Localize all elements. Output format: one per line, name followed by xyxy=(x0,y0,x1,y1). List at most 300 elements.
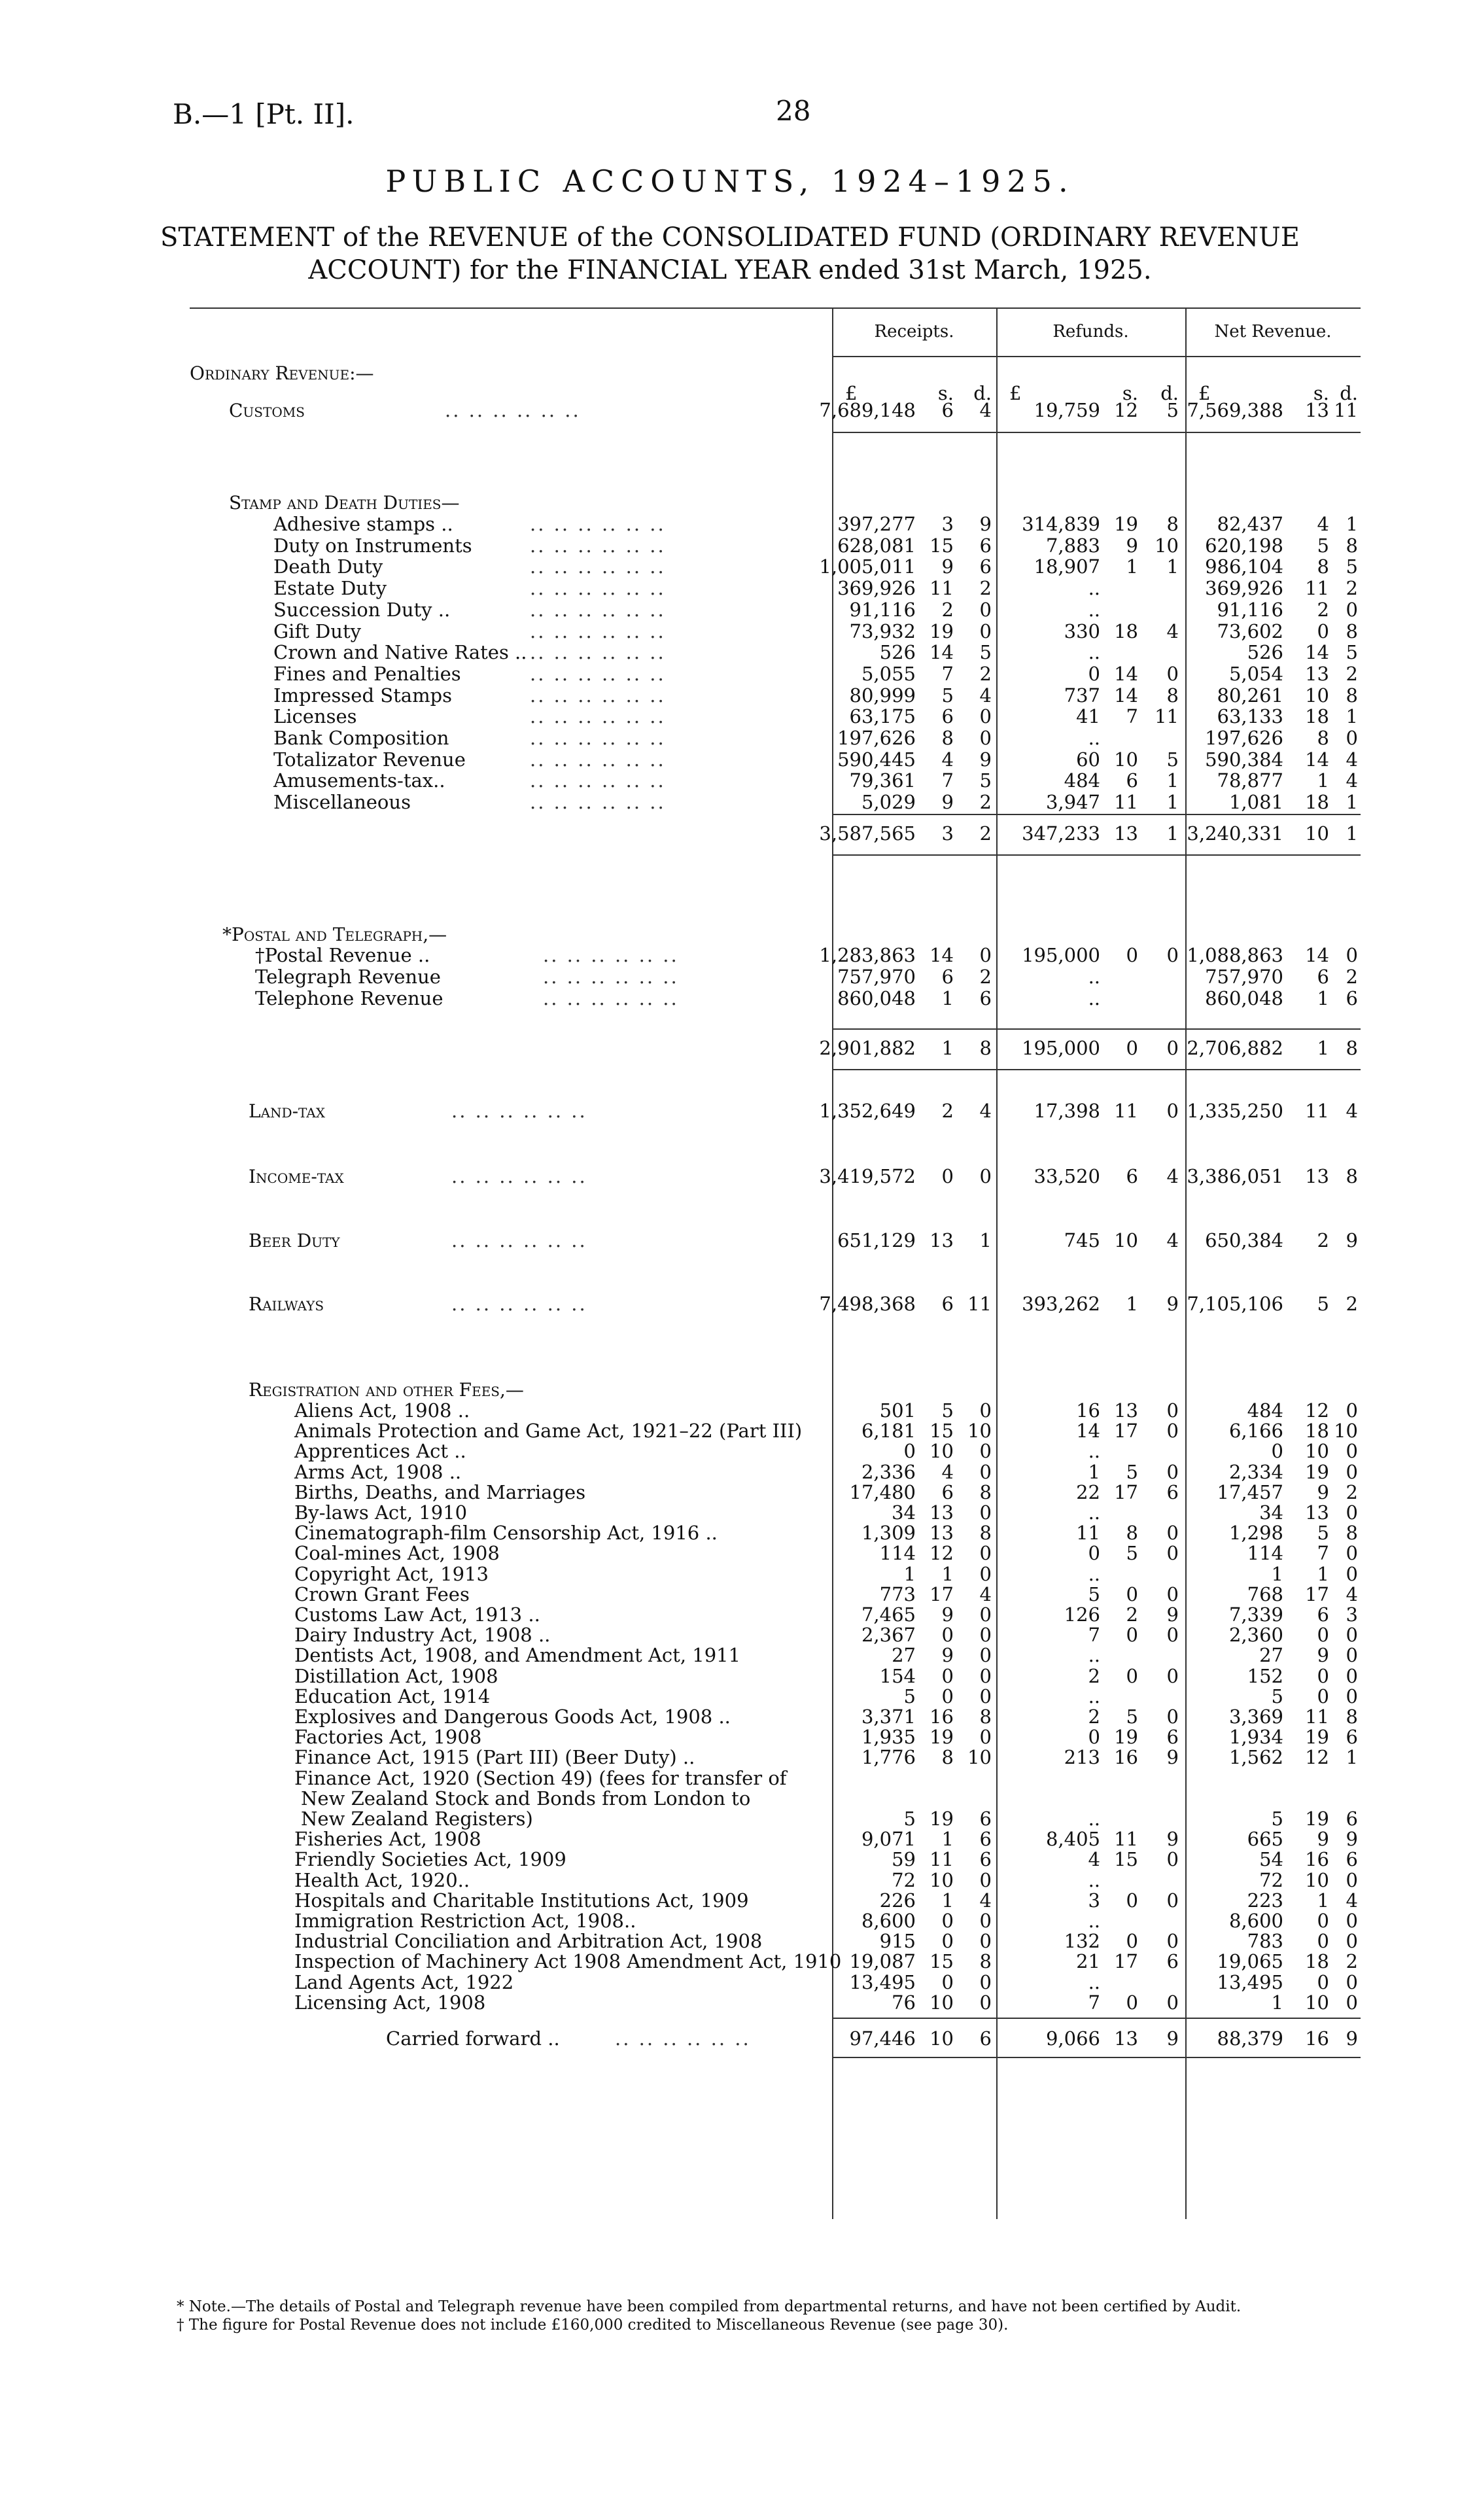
row-label: Licensing Act, 1908 xyxy=(294,1991,486,2014)
ref-pounds: 484 xyxy=(1064,769,1100,792)
rec-shillings: 2 xyxy=(941,598,954,621)
net-pounds: 484 xyxy=(1247,1399,1283,1422)
ref-shillings: 11 xyxy=(1114,1828,1138,1851)
ref-pence: 8 xyxy=(1166,513,1179,535)
leader-dots: .. .. .. .. .. .. xyxy=(530,791,666,814)
net-pounds: 783 xyxy=(1247,1930,1283,1953)
rec-pence: 6 xyxy=(979,534,992,557)
rec-pence: 4 xyxy=(979,1583,992,1605)
rec-shillings: 10 xyxy=(930,1868,954,1891)
rec-shillings: 11 xyxy=(930,577,954,600)
rec-shillings: 9 xyxy=(941,791,954,814)
net-pounds: 13,495 xyxy=(1217,1970,1283,1993)
stamp-item-row xyxy=(190,599,1361,621)
net-shillings: 0 xyxy=(1317,1664,1329,1687)
net-pence: 0 xyxy=(1346,1930,1358,1953)
row-label: Crown Grant Fees xyxy=(294,1583,470,1605)
postal-total-row xyxy=(190,1038,1361,1059)
row-label: Dairy Industry Act, 1908 .. xyxy=(294,1624,551,1647)
fee-item-row xyxy=(190,1502,1361,1524)
net-shillings: 16 xyxy=(1305,1848,1329,1871)
leader-dots: .. .. .. .. .. .. xyxy=(530,534,666,557)
ref-pounds: 22 xyxy=(1076,1480,1100,1503)
ref-shillings: 0 xyxy=(1126,1624,1138,1647)
net-pence: 1 xyxy=(1346,822,1358,845)
ref-pence: 0 xyxy=(1166,944,1179,966)
rec-shillings: 1 xyxy=(941,1562,954,1585)
rec-pounds: 5,055 xyxy=(861,662,916,685)
net-pence: 8 xyxy=(1346,684,1358,707)
net-shillings: 17 xyxy=(1305,1583,1329,1605)
ref-pounds: .. xyxy=(1088,577,1100,600)
row-label: By-laws Act, 1910 xyxy=(294,1501,468,1524)
ordinary-revenue-heading xyxy=(190,362,1361,384)
rec-pounds: 2,336 xyxy=(861,1460,916,1483)
rec-pence: 4 xyxy=(979,399,992,421)
rec-shillings: 9 xyxy=(941,555,954,578)
shilling-unit: s. xyxy=(1313,382,1329,404)
ref-pence: 9 xyxy=(1166,1293,1179,1315)
row-label: Education Act, 1914 xyxy=(294,1685,491,1707)
rec-pounds: 80,999 xyxy=(849,684,916,707)
ref-pence: 4 xyxy=(1166,1229,1179,1251)
net-pence: 5 xyxy=(1346,641,1358,664)
ref-shillings: 14 xyxy=(1114,662,1138,685)
ref-pounds: 195,000 xyxy=(1022,944,1100,966)
rec-pounds: 7,465 xyxy=(861,1603,916,1626)
postal-item-row xyxy=(190,945,1361,966)
header-rule xyxy=(832,356,1361,357)
leader-dots: .. .. .. .. .. .. xyxy=(451,1229,587,1251)
ref-shillings: 10 xyxy=(1114,748,1138,771)
rec-pence: 11 xyxy=(967,1293,992,1315)
net-shillings: 19 xyxy=(1305,1460,1329,1483)
rec-pence: 10 xyxy=(967,1420,992,1443)
ref-shillings: 17 xyxy=(1114,1480,1138,1503)
rec-shillings: 10 xyxy=(930,1991,954,2014)
rec-shillings: 10 xyxy=(930,2027,954,2050)
rec-shillings: 0 xyxy=(941,1624,954,1647)
rec-shillings: 19 xyxy=(930,1726,954,1749)
net-shillings: 1 xyxy=(1317,769,1329,792)
rec-pence: 0 xyxy=(979,944,992,966)
rec-pence: 0 xyxy=(979,1501,992,1524)
net-shillings: 18 xyxy=(1305,791,1329,814)
rec-pounds: 773 xyxy=(879,1583,916,1605)
net-pence: 6 xyxy=(1346,987,1358,1009)
rec-shillings: 17 xyxy=(930,1583,954,1605)
rec-pounds: 91,116 xyxy=(849,598,916,621)
row-label: Land-tax xyxy=(249,1100,325,1122)
rec-shillings: 6 xyxy=(941,399,954,421)
net-pence: 4 xyxy=(1346,1889,1358,1912)
rec-pence: 1 xyxy=(979,1229,992,1251)
leader-dots: .. .. .. .. .. .. xyxy=(451,1293,587,1315)
ref-pounds: 2 xyxy=(1088,1664,1100,1687)
net-pounds: 3,240,331 xyxy=(1187,822,1283,845)
rec-pounds: 6,181 xyxy=(861,1420,916,1443)
net-shillings: 4 xyxy=(1317,513,1329,535)
pence-unit: d. xyxy=(973,382,992,404)
rec-pounds: 97,446 xyxy=(849,2027,916,2050)
net-pence: 2 xyxy=(1346,1950,1358,1973)
rec-pounds: 397,277 xyxy=(837,513,916,535)
page-number: 28 xyxy=(776,95,811,127)
rec-shillings: 10 xyxy=(930,1440,954,1463)
row-label: Adhesive stamps .. xyxy=(273,513,453,535)
net-pounds: 7,339 xyxy=(1228,1603,1283,1626)
net-pounds: 1,934 xyxy=(1228,1726,1283,1749)
net-shillings: 13 xyxy=(1305,1165,1329,1187)
rec-pounds: 1,283,863 xyxy=(819,944,916,966)
net-pounds: 7,569,388 xyxy=(1187,399,1283,421)
rec-shillings: 3 xyxy=(941,822,954,845)
fee-item-row xyxy=(190,1400,1361,1422)
fee-item-row xyxy=(190,1870,1361,1891)
rec-pounds: 3,419,572 xyxy=(819,1165,916,1187)
leader-dots: .. .. .. .. .. .. xyxy=(530,684,666,707)
rec-pence: 6 xyxy=(979,1828,992,1851)
ref-pence: 6 xyxy=(1166,1950,1179,1973)
net-pence: 1 xyxy=(1346,791,1358,814)
net-pounds: 1,335,250 xyxy=(1187,1100,1283,1122)
rec-pounds: 72 xyxy=(892,1868,916,1891)
customs-row xyxy=(190,400,1361,421)
ref-shillings: 19 xyxy=(1114,513,1138,535)
rec-shillings: 5 xyxy=(941,1399,954,1422)
ref-pounds: 195,000 xyxy=(1022,1037,1100,1059)
rec-shillings: 1 xyxy=(941,1037,954,1059)
rec-pounds: 590,445 xyxy=(837,748,916,771)
leader-dots: .. .. .. .. .. .. xyxy=(530,555,666,578)
shilling-unit: s. xyxy=(1122,382,1138,404)
rec-pounds: 226 xyxy=(879,1889,916,1912)
leader-dots: .. .. .. .. .. .. xyxy=(530,705,666,728)
rec-pence: 0 xyxy=(979,1542,992,1565)
rec-shillings: 8 xyxy=(941,727,954,749)
rec-pounds: 501 xyxy=(879,1399,916,1422)
net-shillings: 6 xyxy=(1317,1603,1329,1626)
net-pounds: 72 xyxy=(1259,1868,1283,1891)
ref-pounds: 1 xyxy=(1088,1460,1100,1483)
rec-pounds: 2,901,882 xyxy=(819,1037,916,1059)
ref-pence: 1 xyxy=(1166,769,1179,792)
ref-pounds: .. xyxy=(1088,1910,1100,1932)
ref-shillings: 7 xyxy=(1126,705,1138,728)
fee-item-row xyxy=(190,1931,1361,1952)
leader-dots: .. .. .. .. .. .. xyxy=(530,641,666,664)
rec-pence: 0 xyxy=(979,1991,992,2014)
rec-pounds: 197,626 xyxy=(837,727,916,749)
ref-pounds: .. xyxy=(1088,1501,1100,1524)
ref-pounds: 126 xyxy=(1064,1603,1100,1626)
net-pence: 0 xyxy=(1346,727,1358,749)
rec-pence: 0 xyxy=(979,1165,992,1187)
rec-pence: 6 xyxy=(979,1808,992,1830)
rec-shillings: 15 xyxy=(930,1420,954,1443)
page-title: PUBLIC ACCOUNTS, 1924–1925. xyxy=(385,164,1075,199)
stamp-item-row xyxy=(190,770,1361,792)
net-revenue-header: Net Revenue. xyxy=(1214,322,1332,341)
ref-pounds: 737 xyxy=(1064,684,1100,707)
net-pounds: 768 xyxy=(1247,1583,1283,1605)
ref-shillings: 2 xyxy=(1126,1603,1138,1626)
row-label: Inspection of Machinery Act 1908 Amendment Act, 1910 xyxy=(294,1950,842,1973)
rec-shillings: 11 xyxy=(930,1848,954,1871)
row-label: Finance Act, 1915 (Part III) (Beer Duty) .. xyxy=(294,1746,695,1769)
rec-shillings: 0 xyxy=(941,1165,954,1187)
leader-dots: .. .. .. .. .. .. xyxy=(530,513,666,535)
rec-shillings: 4 xyxy=(941,1460,954,1483)
net-shillings: 10 xyxy=(1305,1868,1329,1891)
stamp-item-row xyxy=(190,535,1361,557)
rec-shillings: 19 xyxy=(930,620,954,642)
fee-item-row xyxy=(190,1686,1361,1707)
fee-item-row xyxy=(190,1584,1361,1605)
net-pounds: 590,384 xyxy=(1205,748,1283,771)
leader-dots: .. .. .. .. .. .. xyxy=(530,577,666,600)
rec-shillings: 7 xyxy=(941,662,954,685)
ref-shillings: 5 xyxy=(1126,1706,1138,1728)
ref-pence: 0 xyxy=(1166,1889,1179,1912)
rec-shillings: 14 xyxy=(930,641,954,664)
rec-pence: 0 xyxy=(979,1868,992,1891)
ref-shillings: 5 xyxy=(1126,1542,1138,1565)
shilling-unit: s. xyxy=(937,382,954,404)
ref-pence: 0 xyxy=(1166,1706,1179,1728)
rec-shillings: 14 xyxy=(930,944,954,966)
ref-pounds: 33,520 xyxy=(1034,1165,1100,1187)
ref-pence: 0 xyxy=(1166,1460,1179,1483)
row-label: Customs Law Act, 1913 .. xyxy=(294,1603,540,1626)
rec-pence: 0 xyxy=(979,1624,992,1647)
rec-pence: 8 xyxy=(979,1037,992,1059)
ref-shillings: 13 xyxy=(1114,2027,1138,2050)
leader-dots: .. .. .. .. .. .. xyxy=(530,769,666,792)
row-label: Apprentices Act .. xyxy=(294,1440,466,1463)
ref-shillings: 11 xyxy=(1114,1100,1138,1122)
row-label: Fisheries Act, 1908 xyxy=(294,1828,481,1851)
net-pence: 0 xyxy=(1346,944,1358,966)
fee-item-row xyxy=(190,1788,1361,1810)
rec-pounds: 154 xyxy=(879,1664,916,1687)
row-label: Income-tax xyxy=(249,1166,344,1187)
rec-pence: 0 xyxy=(979,620,992,642)
net-pence: 0 xyxy=(1346,1562,1358,1585)
ref-shillings: 1 xyxy=(1126,555,1138,578)
rec-pounds: 8,600 xyxy=(861,1910,916,1932)
net-shillings: 0 xyxy=(1317,1685,1329,1707)
net-pence: 2 xyxy=(1346,662,1358,685)
rec-pounds: 3,371 xyxy=(861,1706,916,1728)
net-shillings: 0 xyxy=(1317,1930,1329,1953)
net-pence: 4 xyxy=(1346,769,1358,792)
rec-shillings: 9 xyxy=(941,1644,954,1667)
fee-item-row xyxy=(190,1910,1361,1932)
ref-shillings: 13 xyxy=(1114,1399,1138,1422)
row-label: Telegraph Revenue xyxy=(255,966,441,988)
fee-item-row xyxy=(190,1706,1361,1728)
net-shillings: 0 xyxy=(1317,620,1329,642)
rec-shillings: 0 xyxy=(941,1970,954,1993)
rec-pence: 4 xyxy=(979,1100,992,1122)
row-label: Industrial Conciliation and Arbitration Act, 1908 xyxy=(294,1930,763,1953)
net-pence: 0 xyxy=(1346,1542,1358,1565)
net-pounds: 63,133 xyxy=(1217,705,1283,728)
ref-pounds: .. xyxy=(1088,1644,1100,1667)
net-pence: 6 xyxy=(1346,1808,1358,1830)
subtotal-rule xyxy=(832,1069,1361,1070)
rec-shillings: 4 xyxy=(941,748,954,771)
row-label: †Postal Revenue .. xyxy=(255,944,430,966)
net-pounds: 1 xyxy=(1271,1991,1283,2014)
ref-shillings: 9 xyxy=(1126,534,1138,557)
net-pence: 3 xyxy=(1346,1603,1358,1626)
main-item-row xyxy=(190,1230,1361,1251)
net-pounds: 0 xyxy=(1271,1440,1283,1463)
ref-pounds: 132 xyxy=(1064,1930,1100,1953)
ref-pounds: .. xyxy=(1088,966,1100,988)
footnotes xyxy=(177,2298,1380,2334)
fee-item-row xyxy=(190,1890,1361,1912)
net-shillings: 8 xyxy=(1317,727,1329,749)
net-pence: 0 xyxy=(1346,1440,1358,1463)
net-pounds: 223 xyxy=(1247,1889,1283,1912)
net-pounds: 665 xyxy=(1247,1828,1283,1851)
rec-shillings: 9 xyxy=(941,1603,954,1626)
rec-pence: 0 xyxy=(979,1603,992,1626)
net-pounds: 7,105,106 xyxy=(1187,1293,1283,1315)
ref-shillings: 0 xyxy=(1126,1991,1138,2014)
ref-shillings: 0 xyxy=(1126,1664,1138,1687)
fee-item-row xyxy=(190,1482,1361,1503)
ref-shillings: 6 xyxy=(1126,769,1138,792)
rec-pounds: 860,048 xyxy=(837,987,916,1009)
rec-pounds: 7,498,368 xyxy=(819,1293,916,1315)
rec-pounds: 73,932 xyxy=(849,620,916,642)
net-pounds: 34 xyxy=(1259,1501,1283,1524)
net-pounds: 80,261 xyxy=(1217,684,1283,707)
stamp-item-row xyxy=(190,663,1361,685)
rec-pence: 0 xyxy=(979,1562,992,1585)
ref-shillings: 0 xyxy=(1126,1930,1138,1953)
main-item-row xyxy=(190,1166,1361,1187)
net-pounds: 2,706,882 xyxy=(1187,1037,1283,1059)
ref-shillings: 8 xyxy=(1126,1522,1138,1545)
ref-pounds: 2 xyxy=(1088,1706,1100,1728)
ref-shillings: 17 xyxy=(1114,1420,1138,1443)
fee-item-row xyxy=(190,1726,1361,1748)
net-pounds: 5 xyxy=(1271,1808,1283,1830)
ref-pence: 4 xyxy=(1166,620,1179,642)
rec-pence: 0 xyxy=(979,1664,992,1687)
net-pence: 0 xyxy=(1346,1868,1358,1891)
net-pence: 10 xyxy=(1334,1420,1358,1443)
rec-pence: 10 xyxy=(967,1746,992,1769)
row-label: Customs xyxy=(229,400,305,421)
leader-dots: .. .. .. .. .. .. xyxy=(543,944,679,966)
rec-pounds: 59 xyxy=(892,1848,916,1871)
net-pence: 9 xyxy=(1346,2027,1358,2050)
ref-pounds: 393,262 xyxy=(1022,1293,1100,1315)
footnote-postal: * Note.—The details of Postal and Telegraph revenue have been compiled from departmental returns, and have not been certified by Audit. xyxy=(177,2298,1242,2315)
rec-shillings: 0 xyxy=(941,1685,954,1707)
net-pence: 8 xyxy=(1346,1706,1358,1728)
net-pence: 2 xyxy=(1346,1480,1358,1503)
rec-shillings: 7 xyxy=(941,769,954,792)
ref-pence: 0 xyxy=(1166,1037,1179,1059)
net-pounds: 986,104 xyxy=(1205,555,1283,578)
ref-pence: 0 xyxy=(1166,1664,1179,1687)
net-pounds: 1,088,863 xyxy=(1187,944,1283,966)
rec-pounds: 17,480 xyxy=(849,1480,916,1503)
net-shillings: 14 xyxy=(1305,641,1329,664)
statement-title-line-2: ACCOUNT) for the FINANCIAL YEAR ended 31st March, 1925. xyxy=(308,255,1152,285)
net-pence: 8 xyxy=(1346,1522,1358,1545)
net-shillings: 0 xyxy=(1317,1624,1329,1647)
ref-pence: 1 xyxy=(1166,555,1179,578)
rec-pounds: 2,367 xyxy=(861,1624,916,1647)
rec-pounds: 5 xyxy=(903,1685,916,1707)
fee-item-row xyxy=(190,1645,1361,1666)
net-pounds: 1,298 xyxy=(1228,1522,1283,1545)
rec-pounds: 526 xyxy=(879,641,916,664)
net-shillings: 12 xyxy=(1305,1399,1329,1422)
ref-pounds: 41 xyxy=(1076,705,1100,728)
net-shillings: 14 xyxy=(1305,944,1329,966)
stamp-item-row xyxy=(190,578,1361,599)
ref-pounds: 16 xyxy=(1076,1399,1100,1422)
ref-pence: 5 xyxy=(1166,399,1179,421)
rec-shillings: 6 xyxy=(941,1480,954,1503)
rec-shillings: 8 xyxy=(941,1746,954,1769)
stamp-item-row xyxy=(190,749,1361,771)
ref-pounds: 0 xyxy=(1088,662,1100,685)
subtotal-rule xyxy=(832,2057,1361,2058)
rec-pounds: 5 xyxy=(903,1808,916,1830)
fee-item-row xyxy=(190,1624,1361,1646)
net-shillings: 13 xyxy=(1305,399,1329,421)
net-pounds: 3,369 xyxy=(1228,1706,1283,1728)
net-pounds: 152 xyxy=(1247,1664,1283,1687)
net-pounds: 526 xyxy=(1247,641,1283,664)
net-pence: 0 xyxy=(1346,1685,1358,1707)
ref-pounds: 8,405 xyxy=(1045,1828,1100,1851)
net-shillings: 2 xyxy=(1317,1229,1329,1251)
ref-pounds: .. xyxy=(1088,727,1100,749)
net-pence: 0 xyxy=(1346,1399,1358,1422)
ref-pence: 5 xyxy=(1166,748,1179,771)
rec-shillings: 2 xyxy=(941,1100,954,1122)
rec-pence: 0 xyxy=(979,1685,992,1707)
ref-pounds: 4 xyxy=(1088,1848,1100,1871)
net-shillings: 11 xyxy=(1305,577,1329,600)
ref-pence: 10 xyxy=(1155,534,1179,557)
row-label: Gift Duty xyxy=(273,620,362,642)
net-shillings: 1 xyxy=(1317,1889,1329,1912)
net-pounds: 2,334 xyxy=(1228,1460,1283,1483)
net-pounds: 5 xyxy=(1271,1685,1283,1707)
net-pence: 0 xyxy=(1346,1910,1358,1932)
leader-dots: .. .. .. .. .. .. xyxy=(451,1165,587,1187)
rec-pence: 0 xyxy=(979,1910,992,1932)
net-pounds: 1,562 xyxy=(1228,1746,1283,1769)
rec-shillings: 0 xyxy=(941,1910,954,1932)
rec-pounds: 63,175 xyxy=(849,705,916,728)
rec-shillings: 5 xyxy=(941,684,954,707)
net-pounds: 1 xyxy=(1271,1562,1283,1585)
pound-unit: £ xyxy=(1198,382,1211,404)
